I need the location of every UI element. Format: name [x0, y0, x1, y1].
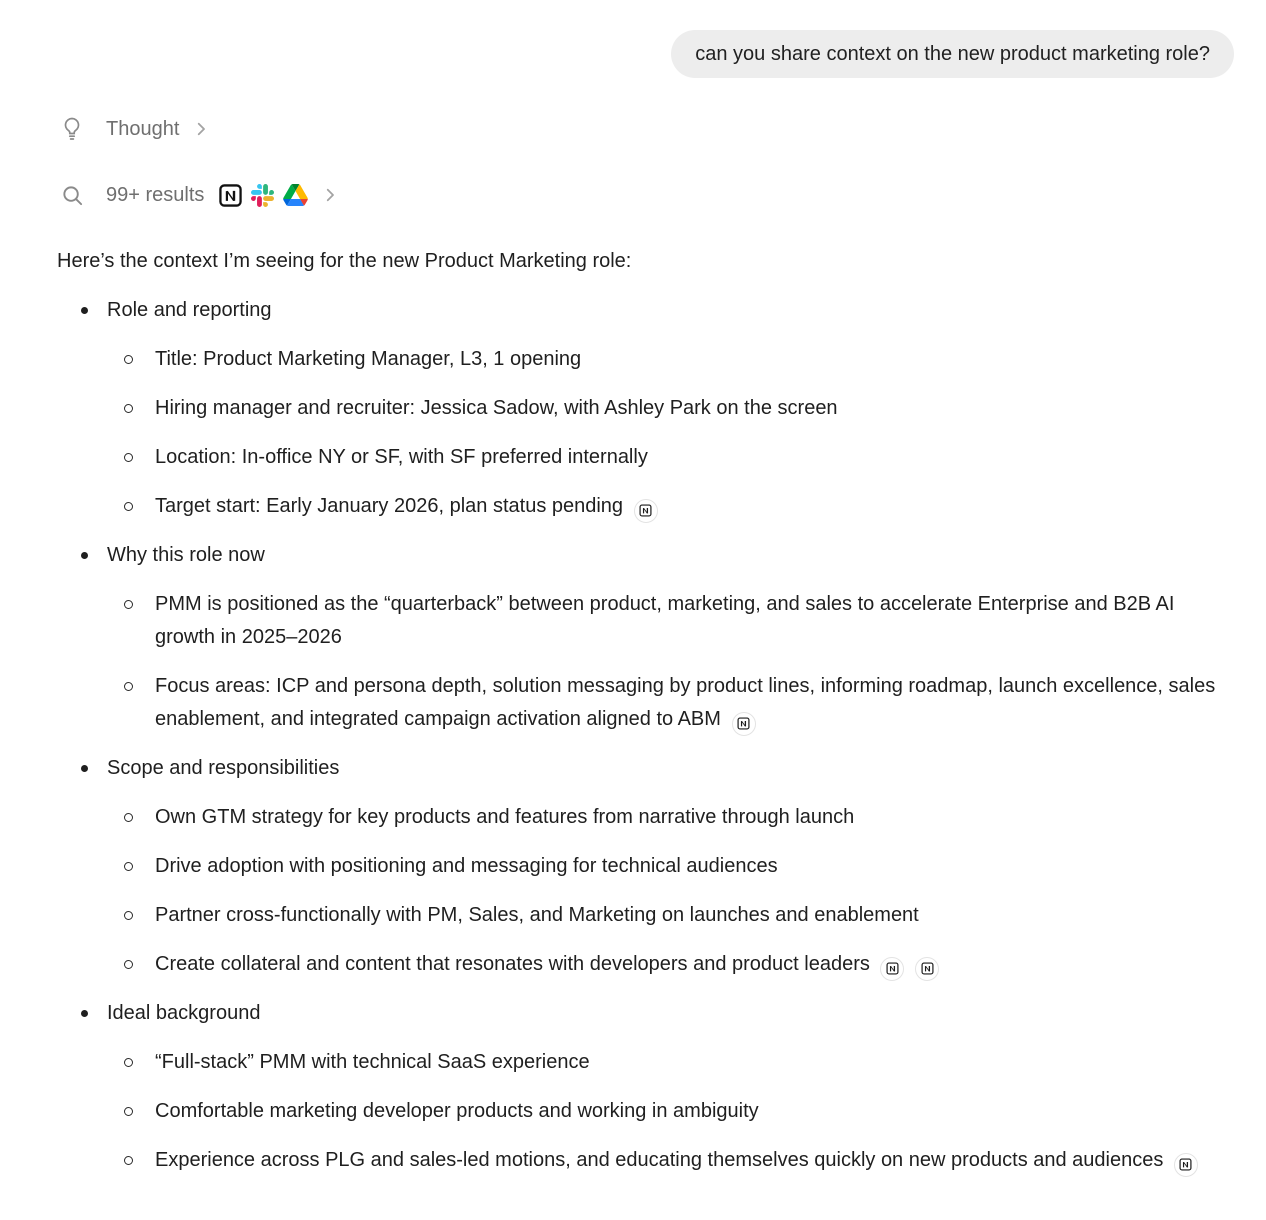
user-message-row	[57, 30, 1234, 78]
notion-citation-badge[interactable]	[732, 712, 756, 736]
list-item-text: Hiring manager and recruiter: Jessica Sadow, with Ashley Park on the screen	[155, 397, 838, 419]
notion-citation-badge[interactable]	[915, 957, 939, 981]
section-title: Why this role now	[107, 544, 265, 566]
list-item-text: Comfortable marketing developer products and working in ambiguity	[155, 1100, 759, 1122]
list-item	[57, 801, 1222, 834]
list-item-text: PMM is positioned as the “quarterback” between product, marketing, and sales to accelerate Enterprise and B2B AI growth in 2025–2026	[155, 593, 1175, 648]
answer-section	[57, 752, 1222, 981]
search-icon	[60, 182, 84, 208]
list-item-text: Location: In-office NY or SF, with SF preferred internally	[155, 446, 648, 468]
answer-sections	[57, 294, 1222, 1177]
notion-citation-badge[interactable]	[1174, 1153, 1198, 1177]
bullet-ring-icon	[124, 1058, 133, 1067]
user-message-bubble: can you share context on the new product marketing role?	[671, 30, 1234, 78]
list-item-text: Target start: Early January 2026, plan status pending	[155, 490, 658, 523]
chevron-right-icon	[192, 120, 210, 138]
list-item	[57, 588, 1222, 654]
bullet-ring-icon	[124, 960, 133, 969]
notion-citation-badge[interactable]	[634, 499, 658, 523]
section-title: Ideal background	[107, 1002, 261, 1024]
list-item-text: Create collateral and content that resonates with developers and product leaders	[155, 948, 939, 981]
slack-icon	[251, 184, 274, 207]
list-item-text: Title: Product Marketing Manager, L3, 1 opening	[155, 348, 582, 370]
source-icons	[219, 184, 308, 207]
lightbulb-icon	[60, 116, 84, 142]
notion-icon	[1179, 1158, 1192, 1171]
list-item	[57, 490, 1222, 523]
list-item-text: Drive adoption with positioning and messaging for technical audiences	[155, 855, 778, 877]
bullet-dot	[81, 765, 88, 772]
answer-section	[57, 997, 1222, 1177]
thought-label: Thought	[106, 118, 180, 140]
list-item	[57, 392, 1222, 425]
assistant-answer	[57, 245, 1222, 1177]
thought-toggle[interactable]	[60, 114, 1234, 144]
list-item-text: Focus areas: ICP and persona depth, solution messaging by product lines, informing roadmap, launch excellence, sales enablement, and integrated campaign activation aligned to ABM	[155, 670, 1217, 736]
notion-icon	[921, 962, 934, 975]
answer-section	[57, 539, 1222, 736]
bullet-ring-icon	[124, 1156, 133, 1165]
bullet-ring-icon	[124, 502, 133, 511]
list-item-text: Experience across PLG and sales-led motions, and educating themselves quickly on new products and audiences	[155, 1144, 1198, 1177]
bullet-dot	[81, 1010, 88, 1017]
list-item-text: Partner cross-functionally with PM, Sales, and Marketing on launches and enablement	[155, 904, 919, 926]
chevron-right-icon	[321, 186, 339, 204]
bullet-ring-icon	[124, 682, 133, 691]
bullet-ring-icon	[124, 355, 133, 364]
list-item	[57, 899, 1222, 932]
list-item-text: “Full-stack” PMM with technical SaaS experience	[155, 1051, 590, 1073]
section-items	[57, 343, 1222, 523]
list-item	[57, 1144, 1222, 1177]
answer-intro: Here’s the context I’m seeing for the new Product Marketing role:	[57, 250, 632, 272]
results-count-label: 99+ results	[106, 184, 205, 206]
bullet-dot	[81, 552, 88, 559]
section-items	[57, 588, 1222, 736]
section-items	[57, 801, 1222, 981]
bullet-dot	[81, 307, 88, 314]
list-item-text: Own GTM strategy for key products and features from narrative through launch	[155, 806, 855, 828]
list-item	[57, 948, 1222, 981]
section-title: Scope and responsibilities	[107, 757, 340, 779]
bullet-ring-icon	[124, 600, 133, 609]
bullet-ring-icon	[124, 813, 133, 822]
bullet-ring-icon	[124, 453, 133, 462]
bullet-ring-icon	[124, 911, 133, 920]
bullet-ring-icon	[124, 404, 133, 413]
bullet-ring-icon	[124, 1107, 133, 1116]
section-title: Role and reporting	[107, 299, 272, 321]
notion-icon	[886, 962, 899, 975]
notion-icon	[219, 184, 242, 207]
list-item	[57, 1046, 1222, 1079]
google-drive-icon	[283, 184, 308, 206]
list-item	[57, 441, 1222, 474]
list-item	[57, 1095, 1222, 1128]
notion-icon	[639, 504, 652, 517]
search-results-toggle[interactable]	[60, 180, 1234, 210]
notion-icon	[737, 717, 750, 730]
answer-section	[57, 294, 1222, 523]
list-item	[57, 343, 1222, 376]
bullet-ring-icon	[124, 862, 133, 871]
list-item	[57, 850, 1222, 883]
list-item	[57, 670, 1222, 736]
section-items	[57, 1046, 1222, 1177]
notion-citation-badge[interactable]	[880, 957, 904, 981]
